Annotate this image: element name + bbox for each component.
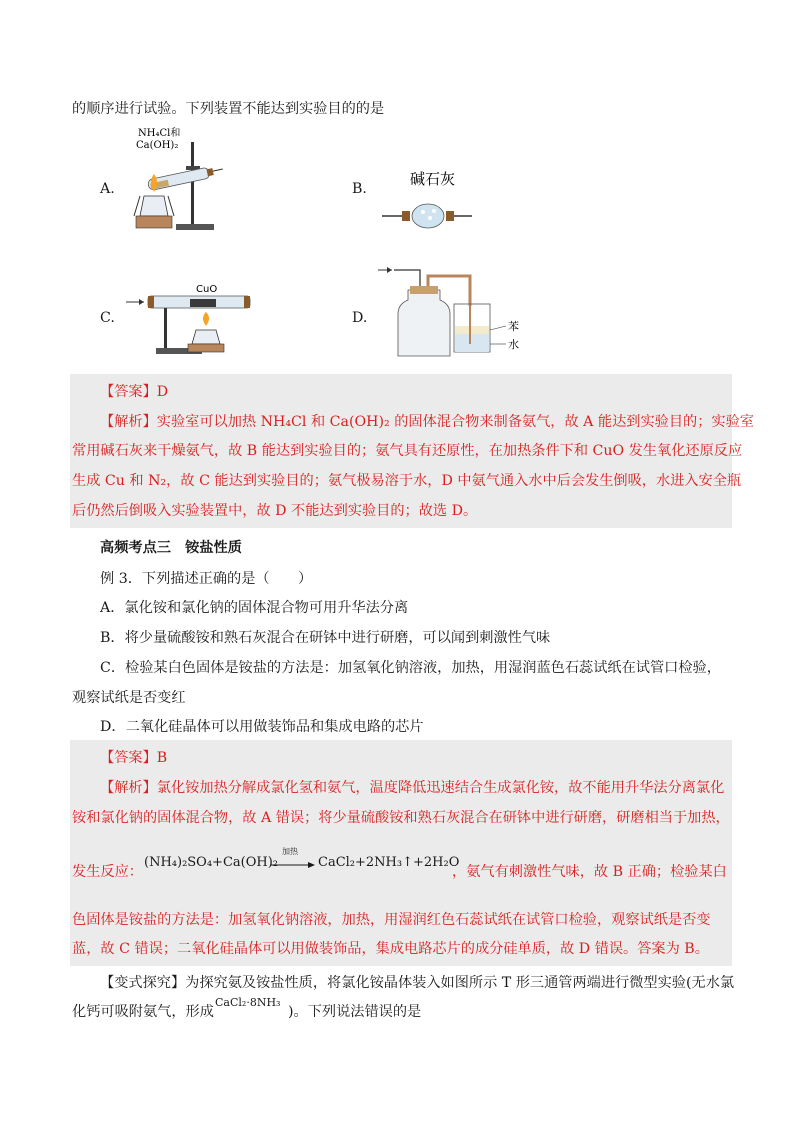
answer-box-2 [70,740,732,966]
option-b-label: B. [352,181,367,197]
option-a-apparatus [126,124,226,238]
reaction-equation-right: CaCl₂+2NH₃↑+2H₂O [318,855,460,870]
variant-line-1: 【变式探究】为探究氨及铵盐性质，将氯化铵晶体装入如图所示 T 形三通管两端进行微型实验(无水氯 [100,975,735,991]
analysis-2-line-4: 色固体是铵盐的方法是：加氢氧化钠溶液，加热，用湿润红色石蕊试纸在试管口检验，观察试纸是否变 [72,912,711,928]
option-b-caption: 碱石灰 [410,170,456,188]
option-d-label: D. [352,310,368,326]
analysis-1-line-4: 后仍然后倒吸入实验装置中，故 D 不能达到实验目的；故选 D。 [72,503,478,519]
analysis-2-line-1: 【解析】氯化铵加热分解成氯化氢和氨气，温度降低迅速结合生成氯化铵，故不能用升华法分离氯化 [100,780,725,796]
option-d-water-label: 水 [508,338,519,351]
variant-line-2-prefix: 化钙可吸附氨气，形成 [72,1004,214,1020]
option-b-apparatus [380,166,476,232]
analysis-1-line-3: 生成 Cu 和 N₂，故 C 能达到实验目的；氨气极易溶于水，D 中氨气通入水中后会发生倒吸，水进入安全瓶 [72,473,742,489]
reaction-equation-left: (NH₄)₂SO₄+Ca(OH)₂ [144,855,278,870]
answer-1: 【答案】D [100,384,169,400]
option-a-chem-line2: Ca(OH)₂ [136,140,179,151]
option-a-chem-line1: NH₄Cl和 [138,128,181,139]
analysis-2-line-3-suffix: ，氨气有刺激性气味，故 B 正确；检验某白 [452,864,727,880]
section-title: 高频考点三 铵盐性质 [100,540,242,556]
variant-formula: CaCl₂·8NH₃ [215,996,281,1009]
variant-line-2-suffix: )。下列说法错误的是 [288,1004,422,1020]
analysis-2-line-2: 铵和氯化钠的固体混合物，故 A 错误；将少量硫酸铵和熟石灰混合在研钵中进行研磨，研磨相当于加热， [72,810,730,826]
option-d-benzene-label: 苯 [508,320,519,333]
analysis-2-line-3-prefix: 发生反应： [72,864,143,880]
option-c-chem: CuO [196,284,218,295]
example-option-c-line-1: C．检验某白色固体是铵盐的方法是：加氢氧化钠溶液，加热，用湿润蓝色石蕊试纸在试管口检验， [100,660,721,676]
analysis-1-line-1: 【解析】实验室可以加热 NH₄Cl 和 Ca(OH)₂ 的固体混合物来制备氨气，故 A 能达到实验目的；实验室 [100,414,754,430]
example-stem: 例 3．下列描述正确的是（ ） [100,571,313,587]
example-option-c-line-2: 观察试纸是否变红 [72,690,186,706]
example-option-b: B．将少量硫酸铵和熟石灰混合在研钵中进行研磨，可以闻到刺激性气味 [100,630,551,646]
reaction-condition: 加热 [282,847,298,856]
analysis-2-line-5: 蓝，故 C 错误；二氧化硅晶体可以用做装饰品，集成电路芯片的成分硅单质，故 D 错误。答案为 B。 [72,941,709,957]
question-stem: 的顺序进行试验。下列装置不能达到实验目的的是 [72,101,385,117]
example-option-d: D．二氧化硅晶体可以用做装饰品和集成电路的芯片 [100,719,424,735]
option-a-label: A. [100,181,115,197]
reaction-arrow [270,860,316,870]
example-option-a: A．氯化铵和氯化钠的固体混合物可用升华法分离 [100,600,409,616]
analysis-1-line-2: 常用碱石灰来干燥氨气，故 B 能达到实验目的；氨气具有还原性，在加热条件下和 CuO 发生氧化还原反应 [72,443,743,459]
answer-2: 【答案】B [100,750,168,766]
option-c-apparatus [126,280,256,358]
option-d-apparatus [378,262,528,360]
option-c-label: C. [100,310,115,326]
